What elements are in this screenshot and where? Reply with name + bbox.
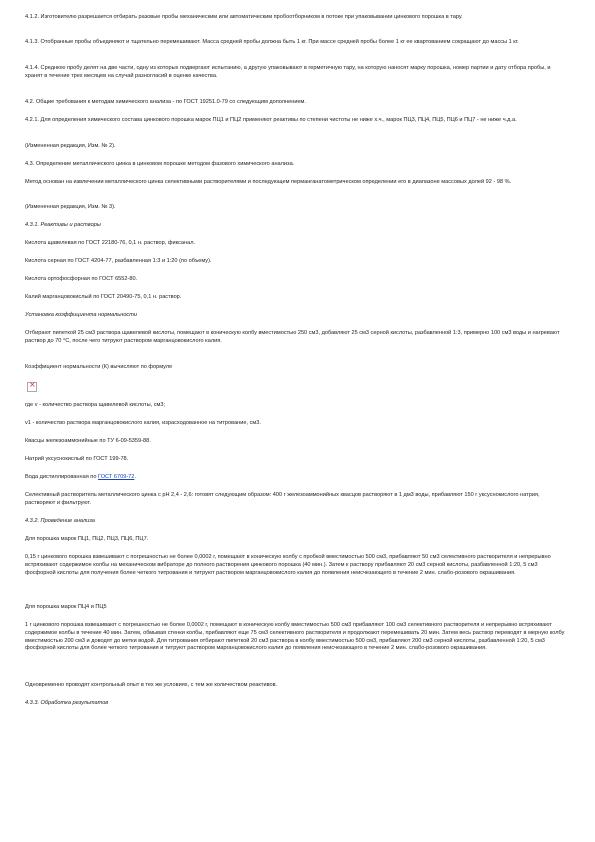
distilled-water-text: Вода дистиллированная по xyxy=(25,474,98,480)
clause-4-3: 4.3. Определение металлического цинка в цинковом порошке методом фазового химического анализа. xyxy=(25,161,295,167)
clause-4-2-1: 4.2.1. Для определения химического состава цинкового порошка марок ПЦ1 и ПЦ2 применяют реактивы по степени чистоты не ниже х.ч., марок ПЦ3, ПЦ4, ПЦ5, ПЦ6 и ПЦ7 - не ниже ч.д.а. xyxy=(25,117,517,123)
amendment-note-3: (Измененная редакция, Изм. № 3). xyxy=(25,204,116,210)
control-experiment: Одновременно проводят контрольный опыт в тех же условиях, с тем же количеством реактивов. xyxy=(25,682,278,688)
distilled-water-period: . xyxy=(134,474,136,480)
normality-heading: Установка коэффициента нормальности xyxy=(25,312,138,318)
method-description: Метод основан на извлечении металлического цинка селективными растворителями и последующем перманганатометрическом определении его в диапазоне массовых долей 92 - 98 %. xyxy=(25,179,512,185)
section-analysis-heading: 4.3.2. Проведение анализа xyxy=(25,518,95,524)
grades-pc1-pc2-pc3-pc6-pc7: Для порошка марок ПЦ1, ПЦ2, ПЦ3, ПЦ6, ПЦ7. xyxy=(25,536,149,542)
gost-6709-link[interactable]: ГОСТ 6709-72 xyxy=(97,474,135,480)
formula-broken-image-icon xyxy=(27,382,37,392)
clause-4-2: 4.2. Общие требования к методам химического анализа - по ГОСТ 19251.0-79 со следующим дополнением. xyxy=(25,99,306,105)
section-results-heading: 4.3.3. Обработка результатов xyxy=(25,700,109,706)
clause-4-1-3: 4.1.3. Отобранные пробы объединяют и тщательно перемешивают. Масса средней пробы должна быть 1 кг. При массе средней пробы более 1 кг ее квартованием сокращают до массы 1 кг. xyxy=(25,39,519,45)
formula-legend-v: где v - количество раствора щавелевой кислоты, см3; xyxy=(25,402,166,408)
reagent-distilled-water xyxy=(25,474,136,482)
amendment-note-2: (Измененная редакция, Изм. № 2). xyxy=(25,143,116,149)
selective-solvent: Селективный растворитель металлического цинка с рН 2,4 - 2,6: готовят следующим образом: 400 г железоаммонийных квасцов растворяют в 1 дм3 воды, прибавляют 150 г уксуснокислого натрия, растворяют и фильтруют. xyxy=(25,492,540,506)
normality-procedure: Отбирают пипеткой 25 см3 раствора щавелевой кислоты, помещают в коническую колбу вместимостью 250 см3, добавляют 25 см3 серной кислоты, разбавленной 1:3, примерно 100 см3 воды и нагревают раствор до 70 °С, после чего титруют раствором марганцовокислого калия. xyxy=(25,330,560,344)
reagent-iron-alum: Квасцы железоаммонийные по ТУ 6-09-5359-88. xyxy=(25,438,151,444)
reagent-permanganate: Калий марганцовокислый по ГОСТ 20490-75, 0,1 н. раствор. xyxy=(25,294,182,300)
formula-legend-v1: v1 - количество раствора марганцовокислого калия, израсходованное на титрование, см3. xyxy=(25,420,261,426)
section-reagents-heading: 4.3.1. Реактивы и растворы xyxy=(25,222,101,228)
analysis-procedure-1: 0,15 г цинкового порошка взвешивают с погрешностью не более 0,0002 г, помещают в коническую колбу с пробкой вместимостью 500 см3, прибавляют 50 см3 селективного растворителя и непрерывно встряхивают содержимое колбы на механическом вибраторе до полного растворения цинкового порошка (40 мин.). Затем к раствору прибавляют 20 см3 серной кислоты, разбавленной 1:20, 5 см3 фосфорной кислоты для получения более четкого титрования и титруют раствором марганцовокислого калия до появления неисчезающего в течение 2 мин. слабо-розового окрашивания. xyxy=(25,554,551,576)
formula-intro: Коэффициент нормальности (К) вычисляют по формуле xyxy=(25,364,173,370)
reagent-phosphoric-acid: Кислота ортофосфорная по ГОСТ 6552-80. xyxy=(25,276,138,282)
grades-pc4-pc5: Для порошка марок ПЦ4 и ПЦ5 xyxy=(25,604,107,610)
reagent-sodium-acetate: Натрий уксуснокислый по ГОСТ 199-78. xyxy=(25,456,129,462)
clause-4-1-2: 4.1.2. Изготовителю разрешается отбирать разовые пробы механическим или автоматическим пробоотборником в потоке при упаковывании цинкового порошка в тару. xyxy=(25,14,463,20)
clause-4-1-4: 4.1.4. Среднюю пробу делят на две части, одну из которых подвергают испытанию, а другую упаковывают в герметичную тару, на которую наносят марку порошка, номер партии и дату отбора пробы, и хранят в течение трех месяцев на случай разногласий в оценке качества. xyxy=(25,65,551,79)
reagent-oxalic-acid: Кислота щавелевая по ГОСТ 22180-76, 0,1 н. раствор, фиксанал. xyxy=(25,240,196,246)
reagent-sulfuric-acid: Кислота серная по ГОСТ 4204-77, разбавленная 1:3 и 1:20 (по объему). xyxy=(25,258,212,264)
analysis-procedure-2: 1 г цинкового порошка взвешивают с погрешностью не более 0,0002 г, помещают в коническую колбу вместимостью 500 см3 прибавляют 100 см3 селективного растворителя и непрерывно встряхивают содержимое колбы в течение 40 мин. Затем, обмывая стенки колбы, прибавляют еще 75 см3 селективного растворителя и продолжают перемешивать 20 мин. Затем весь раствор переводят в мерную колбу вместимостью 200 см3 и доводят до метки водой. Для титрования отбирают пипеткой 20 см3 раствора в колбу вместимостью 500 см3, прибавляют 200 см3 серной кислоты, разбавленной 1:20, 5 см3 фосфорной кислоты для более четкого титрования и титруют раствором марганцовокислого калия до появления неисчезающего в течение 2 мин. слабо-розового окрашивания. xyxy=(25,622,565,652)
